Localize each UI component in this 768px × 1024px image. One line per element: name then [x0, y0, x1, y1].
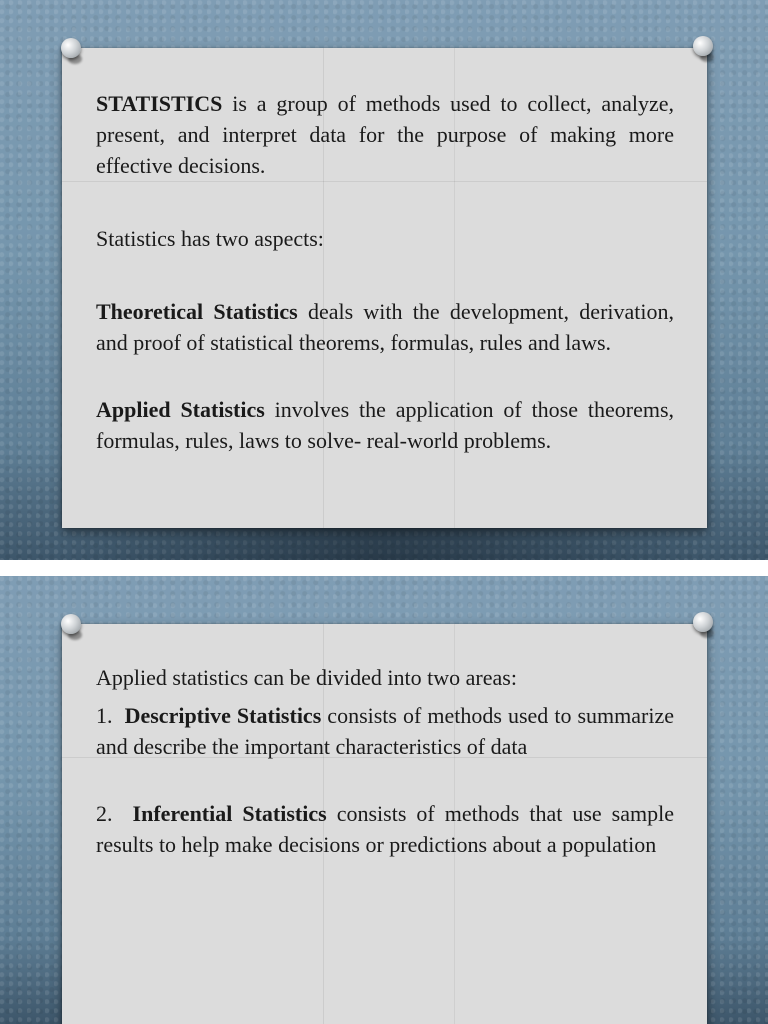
slide-divider	[0, 560, 768, 576]
theoretical-term: Theoretical Statistics	[96, 299, 298, 324]
note-card-2	[62, 624, 707, 1024]
pushpin-icon	[690, 612, 716, 638]
pushpin-icon	[690, 36, 716, 62]
note-card-1	[62, 48, 707, 528]
slide-2	[0, 576, 768, 1024]
list-item-inferential: 2. Inferential Statistics consists of methods that use sample results to help make decisions or predictions about a population	[96, 801, 674, 857]
applied-term: Applied Statistics	[96, 397, 265, 422]
statistics-definition: STATISTICS is a group of methods used to collect, analyze, present, and interpret data for the purpose of making more effective decisions.	[96, 91, 674, 178]
aspects-intro: Statistics has two aspects:	[96, 226, 324, 251]
list-item-descriptive: 1. Descriptive Statistics consists of methods used to summarize and describe the important characteristics of data	[96, 703, 675, 759]
pushpin-icon	[58, 614, 84, 640]
statistics-term: STATISTICS	[96, 91, 223, 116]
theoretical-statistics-definition: Theoretical Statistics deals with the development, derivation, and proof of statistical theorems, formulas, rules and laws.	[96, 299, 674, 355]
applied-statistics-definition: Applied Statistics involves the application of those theorems, formulas, rules, laws to solve- real-world problems.	[96, 397, 675, 453]
pushpin-icon	[58, 38, 84, 64]
inferential-term: Inferential Statistics	[132, 801, 327, 826]
descriptive-term: Descriptive Statistics	[124, 703, 322, 728]
applied-intro: Applied statistics can be divided into two areas:	[96, 665, 517, 690]
